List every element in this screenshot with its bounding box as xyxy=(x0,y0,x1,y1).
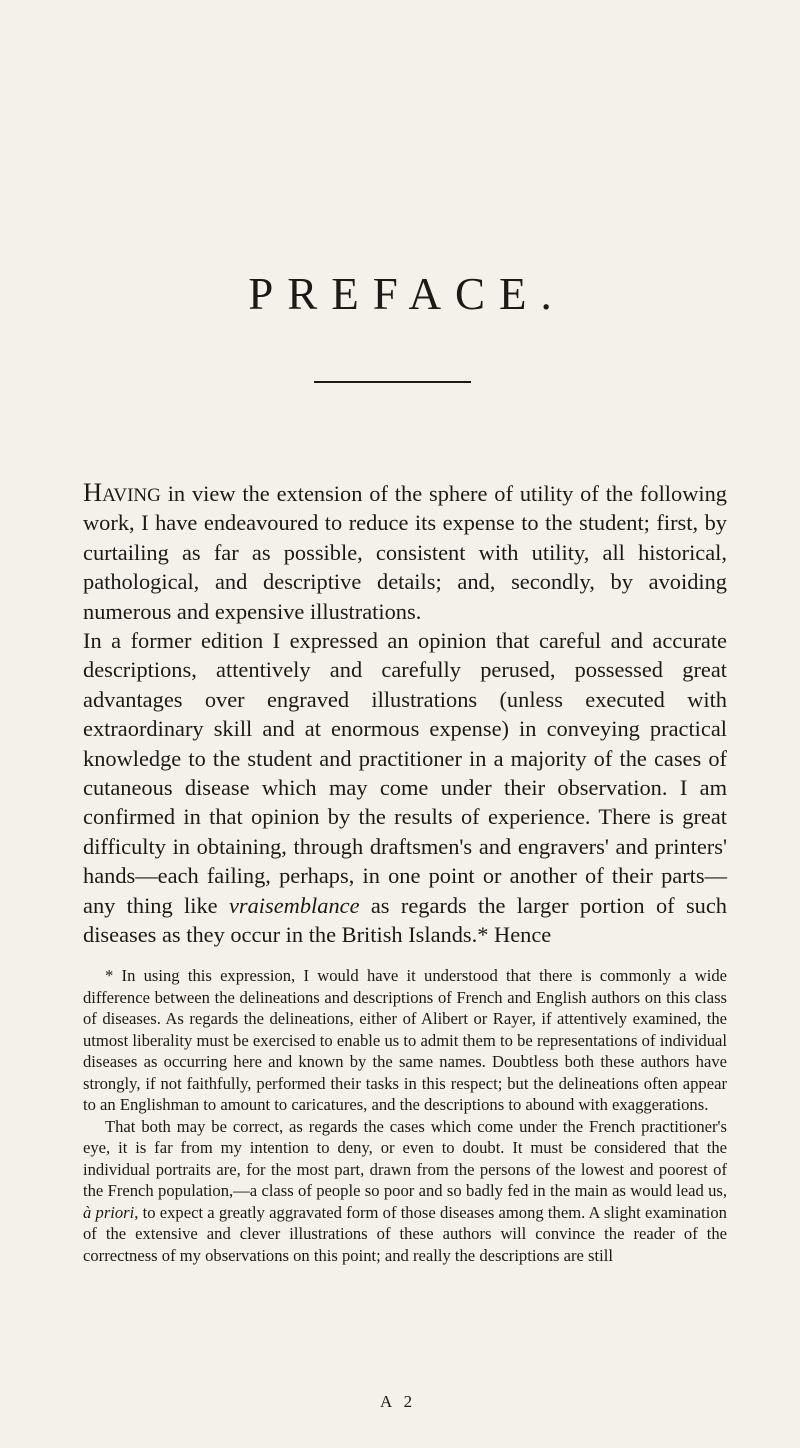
drop-lead-word: Having xyxy=(83,477,161,507)
paragraph-1-text: in view the extension of the sphere of utility of the following work, I have endeavoured to reduce its expense to the student; first, by curtailing as far as possible, consistent with utility, all historical, pathological, and descriptive details; and, secondly, by avoiding numerous and expensive illustrations. xyxy=(83,481,727,624)
paragraph-2-text-a: In a former edition I expressed an opinion that careful and accurate descriptions, attentively and carefully perused, possessed great advantages over engraved illustrations (unless executed with extraordinary skill and at enormous expense) in conveying practical knowledge to the student and practitioner in a majority of the cases of cutaneous disease which may come under their observation. I am confirmed in that opinion by the results of experience. There is great difficulty in obtaining, through draftsmen's and engravers' and printers' hands—each failing, perhaps, in one point or another of their parts—any thing like xyxy=(83,628,727,918)
footnote-2-text-a: That both may be correct, as regards the cases which come under the French practitioner's eye, it is far from my intention to deny, or even to doubt. It must be considered that the individual portraits are, for the most part, drawn from the persons of the lowest and poorest of the French population,—a class of people so poor and so badly fed in the main as would lead us, xyxy=(83,1116,727,1200)
paragraph-1 xyxy=(83,478,727,626)
footnote-2-italic: à priori xyxy=(83,1202,135,1222)
footnote-2-text-b: , to expect a greatly aggravated form of those diseases among them. A slight examination of the extensive and clever illustrations of these authors will convince the reader of the correctness of my observations on this point; and really the descriptions are still xyxy=(83,1202,727,1265)
signature-mark: A 2 xyxy=(380,1392,417,1411)
preface-body xyxy=(83,478,727,950)
paragraph-2 xyxy=(83,626,727,949)
footnote-paragraph-1: * In using this expression, I would have it understood that there is commonly a wide difference between the delineations and descriptions of French and English authors on this class of diseases. As regards the delineations, either of Alibert or Rayer, if attentively examined, the utmost liberality must be exercised to enable us to admit them to be representations of individual diseases as occurring here and known by the same names. Doubtless both these authors have strongly, if not faithfully, performed their tasks in this respect; but the delineations often appear to an Englishman to amount to caricatures, and the descriptions to abound with exaggerations. xyxy=(83,966,727,1114)
paragraph-2-italic: vraisemblance xyxy=(228,892,360,918)
footnote xyxy=(83,965,727,1266)
footnote-paragraph-2 xyxy=(83,1116,727,1267)
title-rule xyxy=(314,381,471,383)
page-title: PREFACE. xyxy=(248,269,566,319)
paragraph-2-text-b: as regards the larger portion of such diseases as they occur in the British Islands.* Hence xyxy=(83,892,727,948)
